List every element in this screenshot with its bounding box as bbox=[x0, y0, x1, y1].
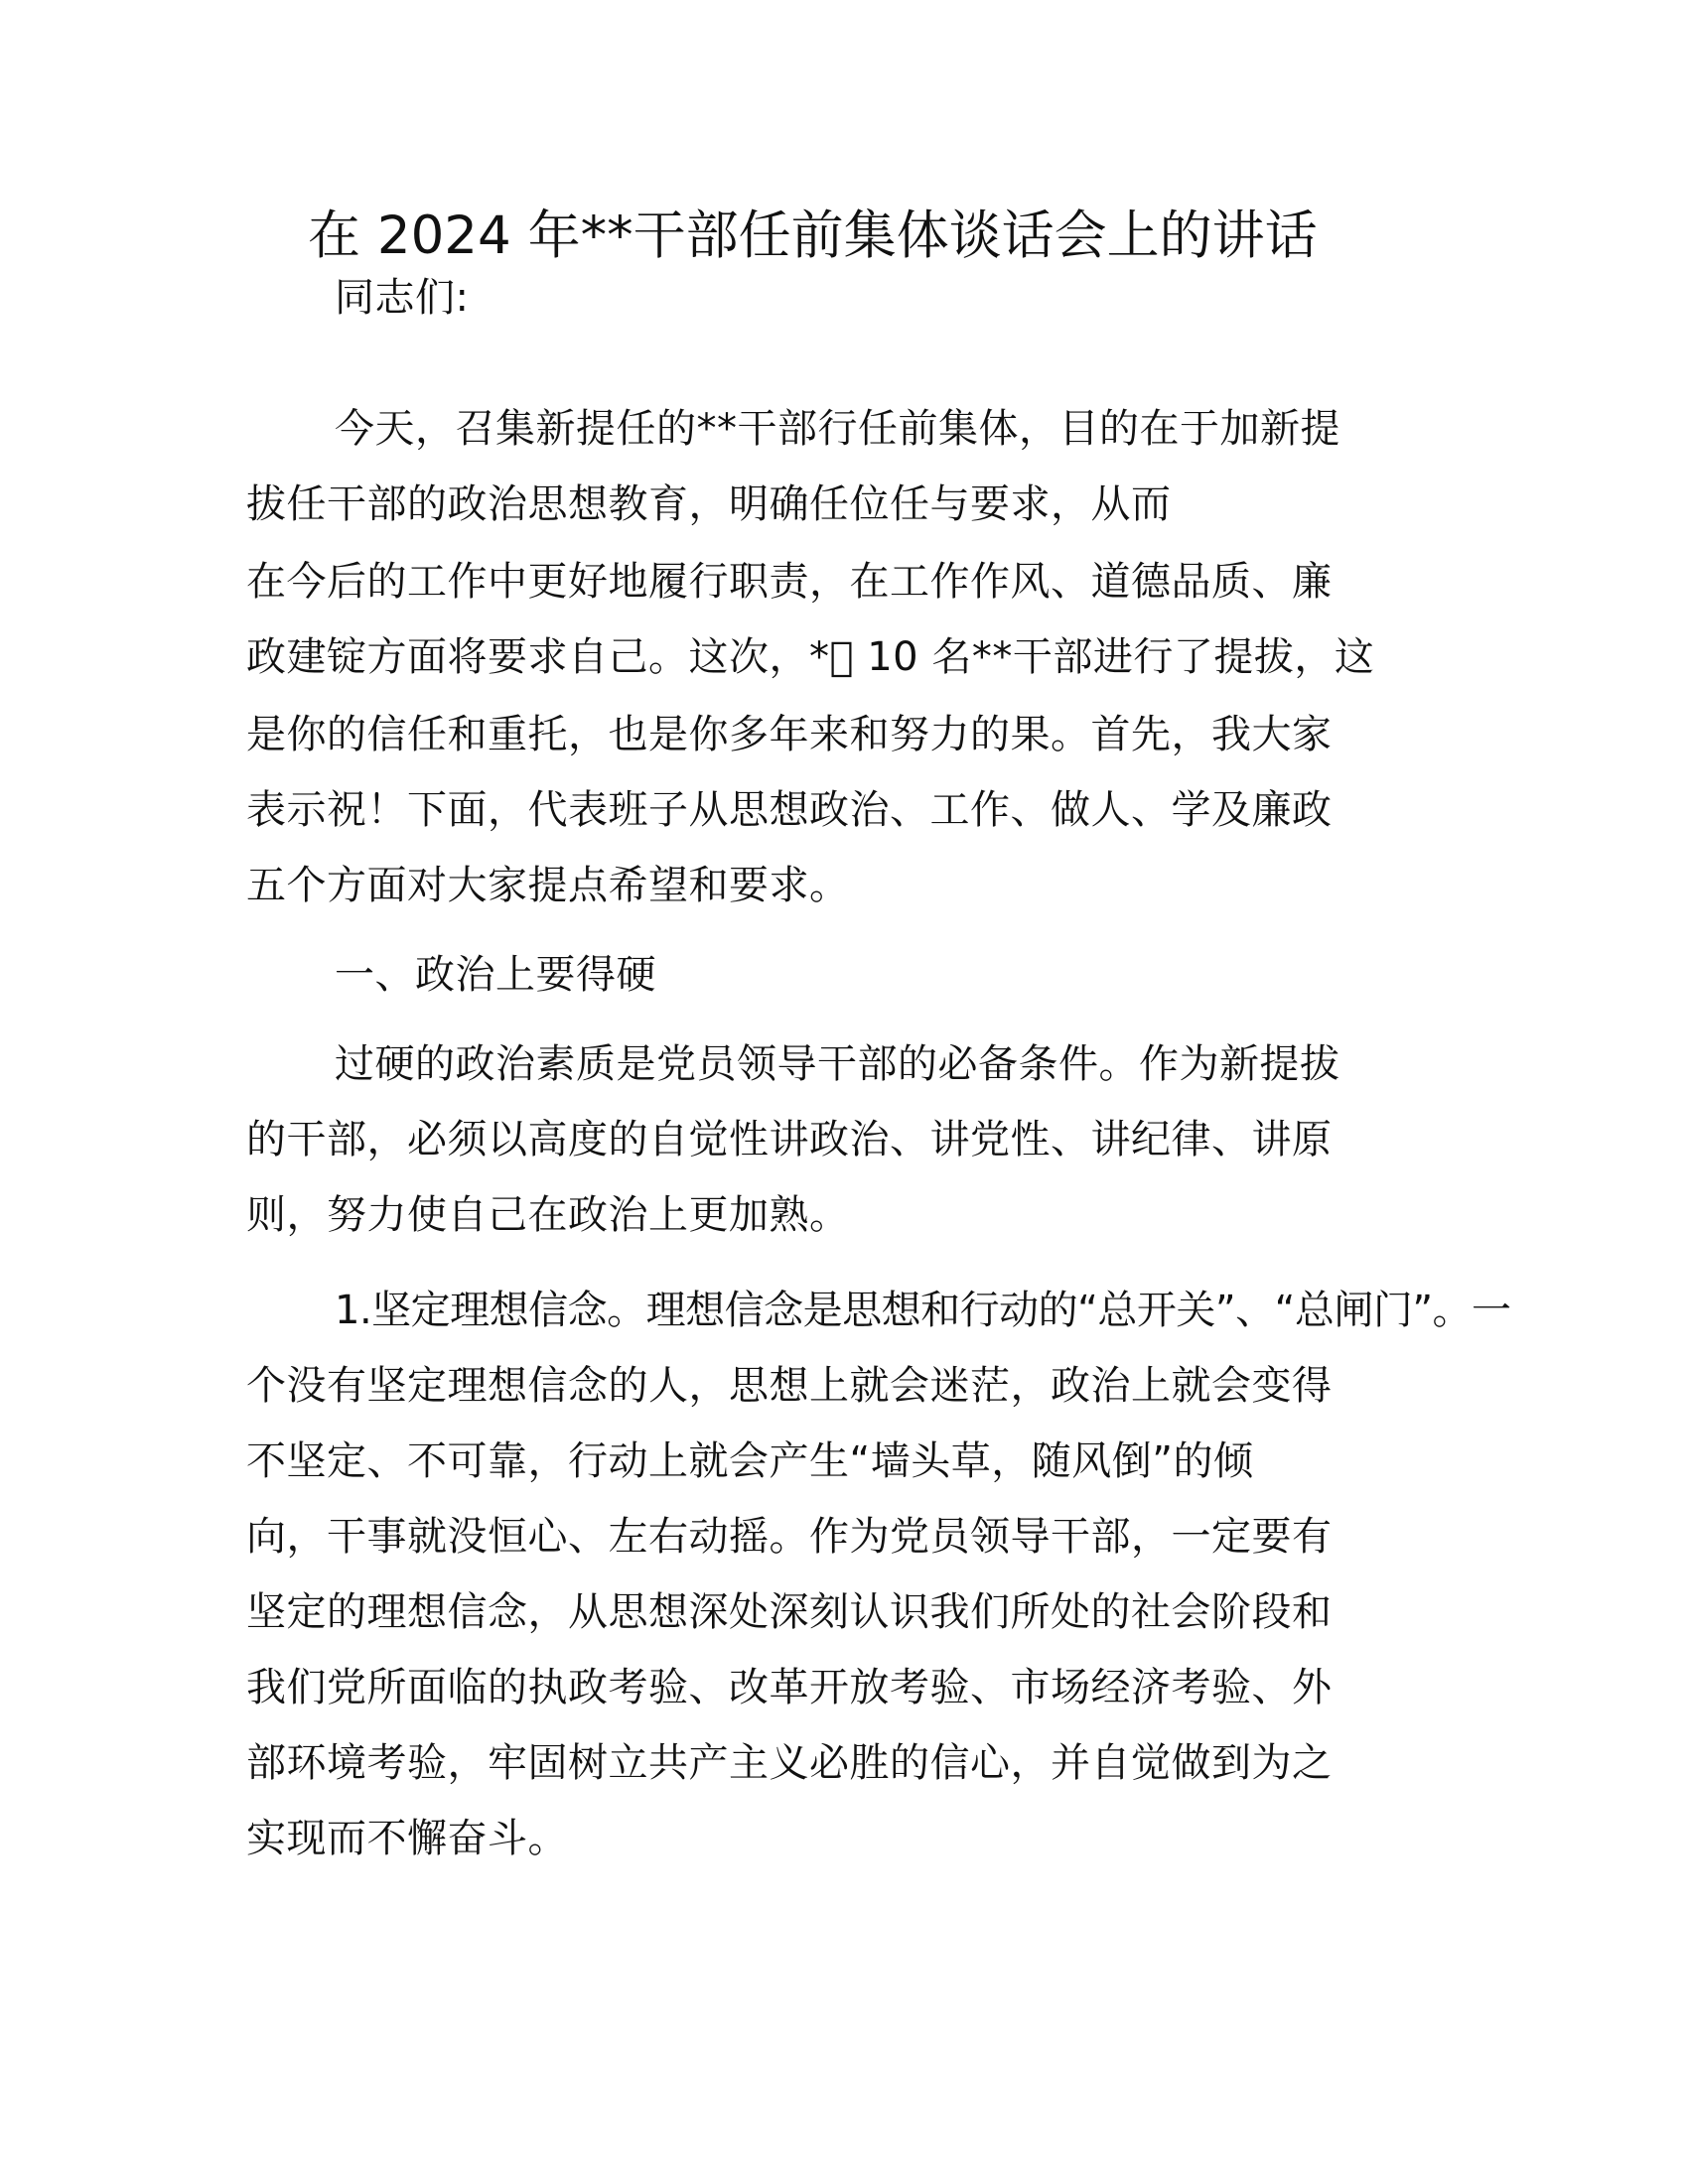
paragraph-line: 向，干事就没恒心、左右动摇。作为党员领导干部，一定要有 bbox=[246, 1514, 1333, 1560]
paragraph-line: 在今后的工作中更好地履行职责，在工作作风、道德品质、廉 bbox=[246, 559, 1333, 605]
paragraph-line: 过硬的政治素质是党员领导干部的必备条件。作为新提拔 bbox=[335, 1041, 1340, 1087]
paragraph-line: 不坚定、不可靠，行动上就会产生“墙头草，随风倒”的倾 bbox=[246, 1438, 1254, 1484]
paragraph-line: 的干部，必须以高度的自觉性讲政治、讲党性、讲纪律、讲原 bbox=[246, 1117, 1333, 1162]
paragraph-line: 部环境考验，牢固树立共产主义必胜的信心，并自觉做到为之 bbox=[246, 1740, 1333, 1786]
salutation: 同志们: bbox=[335, 275, 470, 321]
paragraph-line: 表示祝！下面，代表班子从思想政治、工作、做人、学及廉政 bbox=[246, 787, 1333, 833]
paragraph-line: 政建锭方面将要求自己。这次，*𱍉 10 名**干部进行了提拔，这 bbox=[246, 634, 1375, 680]
page-title: 在 2024 年**干部任前集体谈话会上的讲话 bbox=[308, 205, 1318, 266]
section-heading: 一、政治上要得硬 bbox=[335, 952, 656, 998]
paragraph-line: 今天，召集新提任的**干部行任前集体，目的在于加新提 bbox=[335, 406, 1340, 452]
paragraph-line: 拔任干部的政治思想教育，明确任位任与要求，从而 bbox=[246, 481, 1172, 527]
paragraph-line: 我们党所面临的执政考验、改革开放考验、市场经济考验、外 bbox=[246, 1665, 1333, 1710]
paragraph-line: 实现而不懈奋斗。 bbox=[246, 1816, 568, 1861]
paragraph-line: 1.坚定理想信念。理想信念是思想和行动的“总开关”、“总闸门”。一 bbox=[335, 1288, 1511, 1333]
paragraph-line: 坚定的理想信念，从思想深处深刻认识我们所处的社会阶段和 bbox=[246, 1589, 1333, 1635]
paragraph-line: 是你的信任和重托，也是你多年来和努力的果。首先，我大家 bbox=[246, 712, 1333, 757]
paragraph-line: 五个方面对大家提点希望和要求。 bbox=[246, 863, 850, 908]
paragraph-line: 则，努力使自己在政治上更加熟。 bbox=[246, 1192, 850, 1238]
paragraph-line: 个没有坚定理想信念的人，思想上就会迷茫，政治上就会变得 bbox=[246, 1363, 1333, 1409]
